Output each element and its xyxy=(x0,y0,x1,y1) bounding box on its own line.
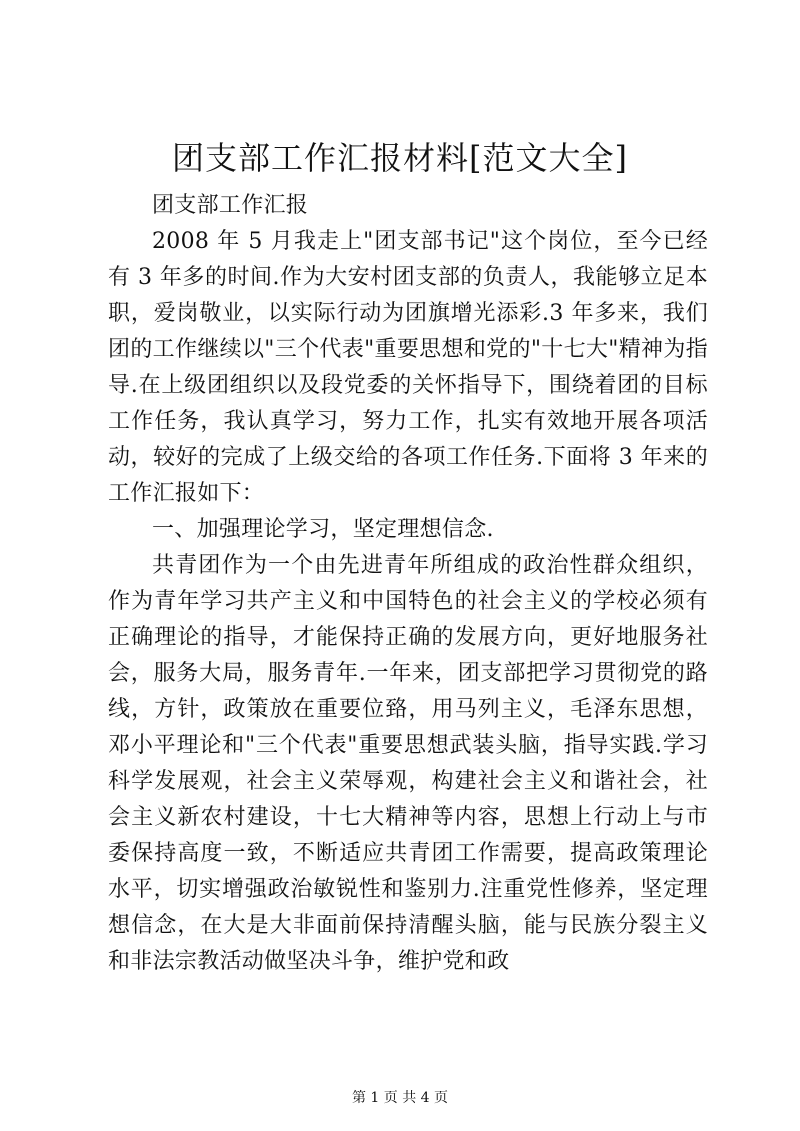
page-footer: 第 1 页 共 4 页 xyxy=(351,1090,449,1106)
intro-paragraph: 2008 年 5 月我走上"团支部书记"这个岗位，至今已经有 3 年多的时间.作为大安村团支部的负责人，我能够立足本职，爱岗敬业，以实际行动为团旗增光添彩.3 年多来，我们团的工作继续以"三个代表"重要思想和党的"十七大"精神为指导.在上级团组织以及段党委的关怀指导下，围绕着团的目标工作任务，我认真学习，努力工作，扎实有效地开展各项活动，较好的完成了上级交给的各项工作任务.下面将 3 年来的工作汇报如下： xyxy=(108,229,708,506)
document-body xyxy=(108,188,708,980)
section-heading: 一、加强理论学习，坚定理想信念. xyxy=(152,517,494,542)
subheading-paragraph: 团支部工作汇报 xyxy=(152,193,309,218)
body-paragraph: 共青团作为一个由先进青年所组成的政治性群众组织，作为青年学习共产主义和中国特色的社会主义的学校必须有正确理论的指导，才能保持正确的发展方向，更好地服务社会，服务大局，服务青年.一年来，团支部把学习贯彻党的路线，方针，政策放在重要位臵，用马列主义，毛泽东思想，邓小平理论和"三个代表"重要思想武装头脑，指导实践.学习科学发展观，社会主义荣辱观，构建社会主义和谐社会，社会主义新农村建设，十七大精神等内容，思想上行动上与市委保持高度一致，不断适应共青团工作需要，提高政策理论水平，切实增强政治敏锐性和鉴别力.注重党性修养，坚定理想信念，在大是大非面前保持清醒头脑，能与民族分裂主义和非法宗教活动做坚决斗争，维护党和政 xyxy=(108,553,708,974)
document-title: 团支部工作汇报材料[范文大全] xyxy=(172,139,628,177)
